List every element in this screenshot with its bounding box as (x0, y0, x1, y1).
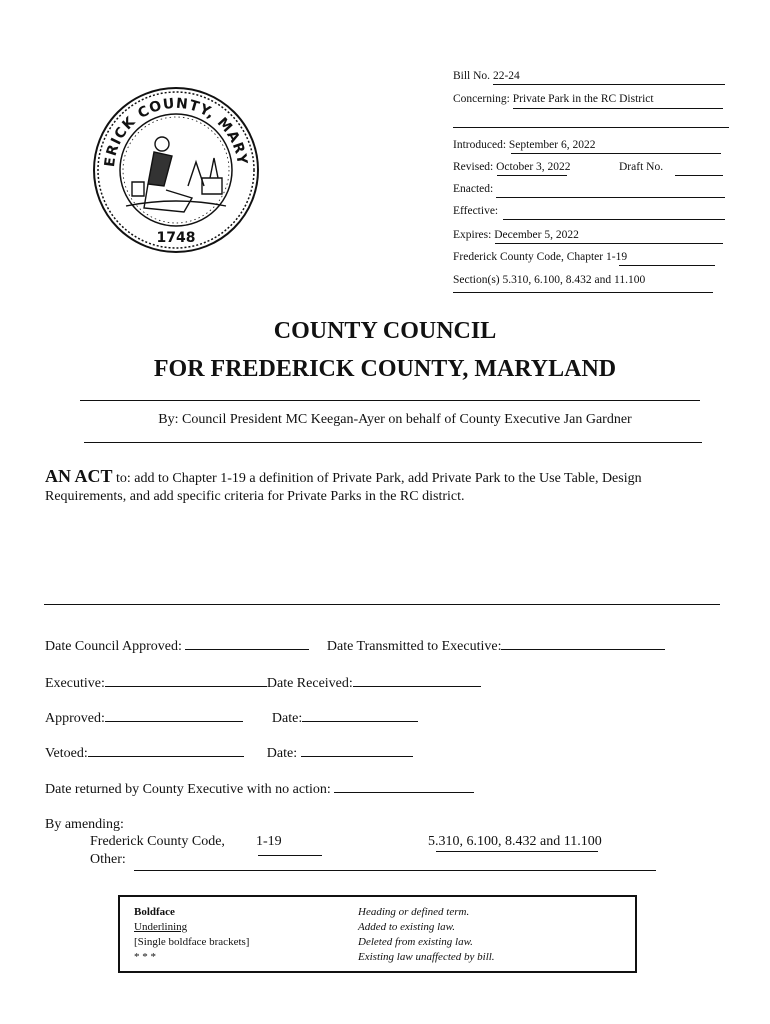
approved-row (45, 709, 418, 727)
date-council-approved-field[interactable] (185, 637, 309, 650)
sections-label: Section(s) (453, 274, 500, 286)
amending-other-field[interactable] (134, 870, 656, 871)
approved-field[interactable] (105, 709, 243, 722)
amending-label: By amending: (45, 817, 124, 832)
code-chapter-row (453, 251, 627, 263)
returned-field[interactable] (334, 780, 474, 793)
legend-box (118, 895, 637, 973)
date-transmitted-field[interactable] (501, 637, 665, 650)
executive-label: Executive: (45, 676, 105, 691)
revised-label: Revised: (453, 161, 494, 173)
expires-value: December 5, 2022 (494, 229, 579, 241)
enacted-label: Enacted: (453, 183, 494, 195)
sections-row (453, 274, 645, 286)
vetoed-date-field[interactable] (301, 744, 413, 757)
introduced-label: Introduced: (453, 139, 507, 151)
seal-graphic (92, 86, 260, 254)
returned-row (45, 780, 474, 798)
legend-keys (134, 905, 249, 965)
concerning-row (453, 93, 654, 105)
concerning-value: Private Park in the RC District (512, 93, 654, 105)
page-title-line1: COUNTY COUNCIL (273, 318, 497, 344)
bill-no-label: Bill No. (453, 70, 491, 82)
bill-no-value: 22-24 (492, 70, 520, 82)
vetoed-label: Vetoed: (45, 746, 88, 761)
sections-value: 5.310, 6.100, 8.432 and 11.100 (502, 274, 646, 286)
revised-value: October 3, 2022 (496, 161, 571, 173)
legend-key-boldface: Boldface (134, 906, 175, 918)
effective-label: Effective: (453, 205, 499, 217)
amending-code-value: 1-19 (256, 834, 282, 849)
svg-text:FREDERICK COUNTY, MARYLAND: ERICK COUNTY, MARY (101, 95, 250, 168)
amending-other-label: Other: (90, 852, 126, 867)
expires-label: Expires: (453, 229, 492, 241)
vetoed-field[interactable] (88, 744, 244, 757)
svg-text:1748: 1748 (156, 230, 196, 246)
approved-label: Approved: (45, 711, 105, 726)
legend-key-asterisks: * * * (134, 951, 156, 963)
act-lead: AN ACT (45, 466, 113, 486)
expires-row (453, 229, 579, 241)
bill-no-row (453, 70, 725, 82)
concerning-label: Concerning: (453, 93, 510, 105)
date-received-field[interactable] (353, 674, 481, 687)
legend-desc-boldface: Heading or defined term. (358, 906, 470, 918)
approved-date-label: Date: (271, 711, 303, 726)
approved-date-field[interactable] (302, 709, 418, 722)
council-approved-row (45, 637, 665, 655)
legend-key-brackets: [Single boldface brackets] (134, 936, 250, 948)
legend-desc-asterisks: Existing law unaffected by bill. (358, 951, 495, 963)
act-text: to: add to Chapter 1-19 a definition of Private Park, add Private Park to the Use Table, Design Requirements, and add specific criteria for Private Parks in the RC district. (45, 471, 642, 504)
legend-descriptions (358, 905, 495, 965)
executive-field[interactable] (105, 674, 267, 687)
introduced-row (453, 139, 595, 151)
legend-key-underlining: Underlining (134, 921, 188, 933)
date-received-label: Date Received: (266, 676, 353, 691)
vetoed-row (45, 744, 413, 762)
legend-desc-brackets: Deleted from existing law. (358, 936, 473, 948)
revised-row (453, 161, 571, 173)
act-description (45, 467, 715, 506)
vetoed-date-label: Date: (266, 746, 298, 761)
executive-row (45, 674, 481, 692)
amending-code-label: Frederick County Code, (90, 834, 225, 849)
introduced-value: September 6, 2022 (508, 139, 596, 151)
code-chapter-value: 1-19 (605, 251, 628, 263)
sponsor-line: By: Council President MC Keegan-Ayer on behalf of County Executive Jan Gardner (158, 412, 632, 427)
date-transmitted-label: Date Transmitted to Executive: (326, 639, 502, 654)
county-seal (92, 86, 260, 254)
legend-desc-underlining: Added to existing law. (358, 921, 455, 933)
amending-sections-value: 5.310, 6.100, 8.432 and 11.100 (428, 834, 602, 849)
returned-label: Date returned by County Executive with no action: (45, 782, 331, 797)
code-chapter-label: Frederick County Code, Chapter (453, 251, 604, 263)
page-title-line2: FOR FREDERICK COUNTY, MARYLAND (153, 356, 617, 382)
date-council-approved-label: Date Council Approved: (45, 639, 182, 654)
draft-no-label: Draft No. (619, 161, 664, 173)
